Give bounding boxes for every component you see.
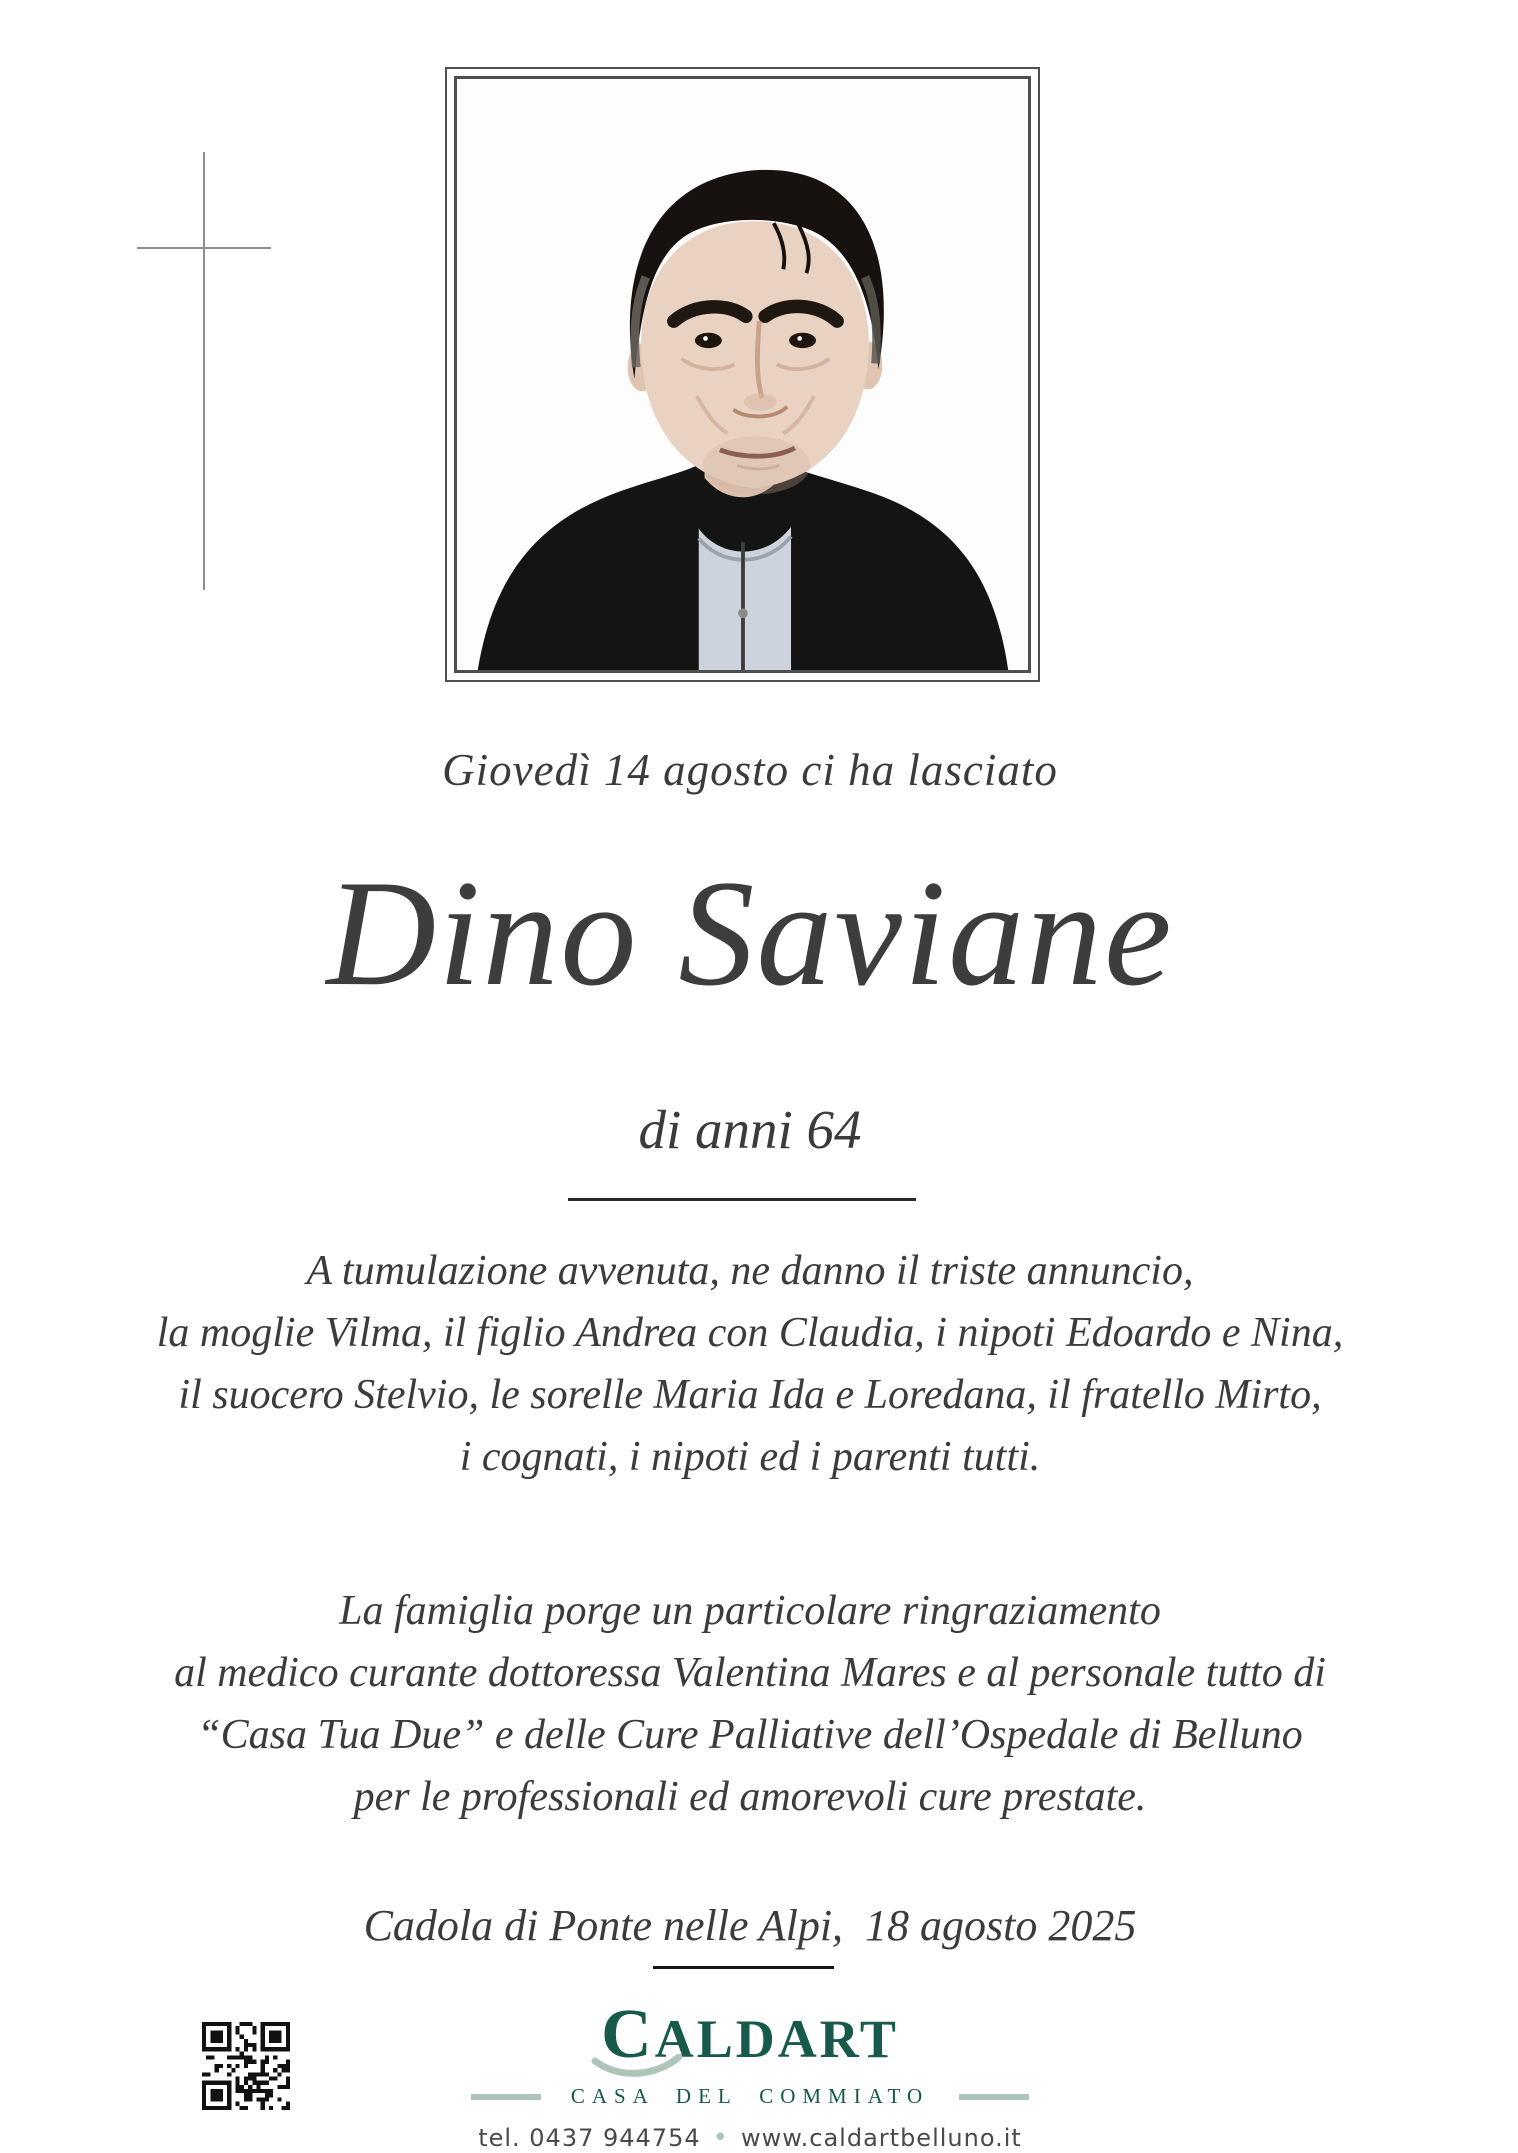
tagline-bar-left [471, 2094, 541, 2100]
brand-tagline: CASA DEL COMMIATO [570, 2084, 930, 2108]
brand-swoosh-icon [591, 2054, 683, 2082]
thanks-paragraph [0, 1580, 1500, 1828]
footer-divider-rule [653, 1966, 834, 1969]
announcement-line: A tumulazione avvenuta, ne danno il triste annuncio, [306, 1248, 1194, 1294]
thanks-line: La famiglia porge un particolare ringraziamento [339, 1588, 1161, 1634]
qr-code [202, 2022, 290, 2110]
thanks-line: “Casa Tua Due” e delle Cure Palliative dell’Ospedale di Belluno [197, 1712, 1303, 1758]
brand-name [601, 1996, 899, 2073]
divider-rule [568, 1198, 916, 1201]
deceased-name: Dino Saviane [326, 849, 1174, 1017]
announcement-line: i cognati, i nipoti ed i parenti tutti. [459, 1434, 1041, 1480]
cross-vertical-bar [203, 152, 205, 590]
separator-dot-icon: • [712, 2123, 729, 2153]
brand-initial: C [601, 2000, 655, 2070]
portrait-photo [454, 76, 1031, 673]
contact-line [478, 2124, 1022, 2152]
thanks-line: per le professionali ed amorevoli cure prestate. [353, 1774, 1147, 1820]
phone-number: tel. 0437 944754 [478, 2124, 701, 2152]
website-url: www.caldartbelluno.it [740, 2124, 1022, 2152]
cross-horizontal-bar [137, 247, 271, 249]
portrait-frame [445, 67, 1040, 682]
announcement-line: la moglie Vilma, il figlio Andrea con Claudia, i nipoti Edoardo e Nina, [156, 1310, 1344, 1356]
brand-rest: ALDART [654, 2009, 899, 2069]
thanks-line: al medico curante dottoressa Valentina Mares e al personale tutto di [174, 1650, 1326, 1696]
place-date-line: Cadola di Ponte nelle Alpi, 18 agosto 2025 [363, 1901, 1137, 1950]
tagline-bar-right [959, 2094, 1029, 2100]
announcement-line: il suocero Stelvio, le sorelle Maria Ida e Loredana, il fratello Mirto, [178, 1372, 1322, 1418]
brand-tagline-row [471, 2084, 1029, 2109]
pre-title: Giovedì 14 agosto ci ha lasciato [442, 745, 1058, 795]
age-line: di anni 64 [638, 1099, 862, 1160]
announcement-paragraph [0, 1240, 1500, 1488]
